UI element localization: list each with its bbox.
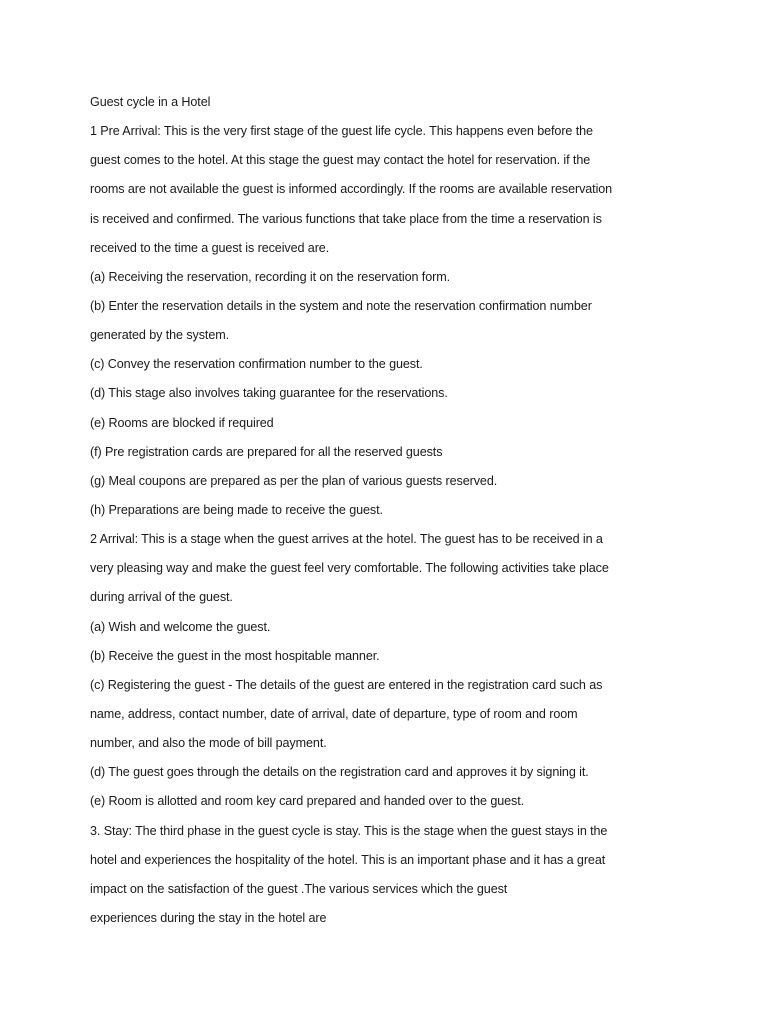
text-line: 1 Pre Arrival: This is the very first stage of the guest life cycle. This happens even before the — [90, 124, 593, 139]
text-line: (c) Convey the reservation confirmation number to the guest. — [90, 357, 423, 372]
text-line: generated by the system. — [90, 328, 230, 343]
text-line: (a) Wish and welcome the guest. — [90, 619, 271, 634]
text-line: (e) Room is allotted and room key card prepared and handed over to the guest. — [90, 794, 525, 809]
text-line: very pleasing way and make the guest feel very comfortable. The following activities take place — [90, 561, 609, 576]
text-line: (h) Preparations are being made to receive the guest. — [90, 502, 383, 517]
text-line: experiences during the stay in the hotel are — [90, 910, 327, 925]
text-line: number, and also the mode of bill payment. — [90, 736, 327, 751]
document-body — [90, 88, 650, 933]
text-line: received to the time a guest is received are. — [90, 240, 330, 255]
text-line: (d) This stage also involves taking guarantee for the reservations. — [90, 386, 448, 401]
text-line: (a) Receiving the reservation, recording it on the reservation form. — [90, 269, 450, 284]
text-line: hotel and experiences the hospitality of the hotel. This is an important phase and it has a great — [90, 852, 606, 867]
text-line: name, address, contact number, date of arrival, date of departure, type of room and room — [90, 706, 578, 721]
text-line: (c) Registering the guest - The details of the guest are entered in the registration card such as — [90, 677, 603, 692]
text-line: 2 Arrival: This is a stage when the guest arrives at the hotel. The guest has to be received in a — [90, 532, 603, 547]
text-line: (f) Pre registration cards are prepared for all the reserved guests — [90, 444, 443, 459]
document-title: Guest cycle in a Hotel — [90, 95, 211, 109]
text-line: (d) The guest goes through the details on the registration card and approves it by signing it. — [90, 765, 589, 780]
text-line: (b) Enter the reservation details in the system and note the reservation confirmation number — [90, 298, 592, 313]
text-line: guest comes to the hotel. At this stage the guest may contact the hotel for reservation. if the — [90, 153, 591, 168]
text-line: is received and confirmed. The various functions that take place from the time a reservation is — [90, 211, 602, 226]
text-line: during arrival of the guest. — [90, 590, 233, 605]
text-line: 3. Stay: The third phase in the guest cycle is stay. This is the stage when the guest stays in the — [90, 823, 608, 838]
text-line: (e) Rooms are blocked if required — [90, 415, 274, 430]
text-line: (b) Receive the guest in the most hospitable manner. — [90, 648, 380, 663]
text-line: rooms are not available the guest is informed accordingly. If the rooms are available reservation — [90, 182, 613, 197]
text-line: impact on the satisfaction of the guest .The various services which the guest — [90, 881, 508, 896]
text-line: (g) Meal coupons are prepared as per the plan of various guests reserved. — [90, 473, 498, 488]
